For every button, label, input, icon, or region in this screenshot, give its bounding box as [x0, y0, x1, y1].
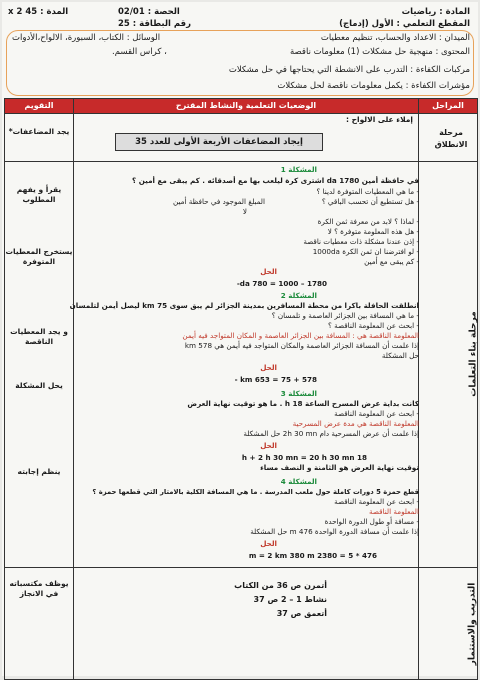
q7: - كم يبقى مع أمين — [364, 257, 419, 266]
q5: - إذن عندنا مشكلة ذات معطيات ناقصة — [303, 237, 419, 246]
q6: - لو افترضنا ان ثمن الكرة 1000da — [312, 247, 419, 256]
q3: - لماذا ؟ لابد من معرفة ثمن الكرة — [317, 217, 419, 226]
practice-eval: يوظف مكتسباته في الانجاز — [9, 579, 69, 598]
solution-3-label: الحل — [260, 441, 277, 450]
problem-3-text: كانت بداية عرض المسرح الساعة 18 h . ما هو توقيت نهاية العرض — [187, 399, 419, 408]
problem-2-text: انطلقت الحافلة باكرا من محطة المسافرين بمدينة الجزائر لم يبق سوى 75 km ليصل أيمن لتلمسان — [69, 301, 419, 310]
launch-stage: مرحلة الانطلاق — [434, 128, 468, 149]
problem-1-text: في حافظة أمين 1780 da اشترى كرة ليلعب بها مع أصدقائه . كم يبقى مع أمين ؟ — [132, 176, 419, 185]
practice-line-3: أتعمق ص 37 — [276, 609, 327, 618]
column-divider — [418, 99, 419, 679]
problem-3-title: المشكلة 3 — [280, 389, 317, 398]
problem-4-assume: إذا علمت أن مسافة الدورة الواحدة 476 m حل المشكلة — [250, 527, 419, 536]
q1: - ما هي المعطيات المتوفرة لدينا ؟ — [316, 187, 419, 196]
eval-solve: يحل المشكلة — [15, 381, 63, 390]
solution-1-label: الحل — [260, 267, 277, 276]
duration: المدة : 45 x 2 — [8, 7, 69, 17]
problem-4-text: قطع حمزة 5 دورات كاملة حول ملعب المدرسة . ما هي المسافة الكلية بالامتار التي قطعها حمزة ؟ — [92, 488, 419, 496]
problem-2-missing: المعلومة الناقصة هي : المسافة بين الجزائر العاصمة و المكان المتواجد فيه أيمن — [182, 331, 419, 340]
practice-line-1: أتمرن ص 36 من الكتاب — [234, 581, 327, 590]
indicators: مؤشرات الكفاءة : يكمل معلومات ناقصة لحل مشكلات — [277, 81, 470, 91]
problem-1-title: المشكلة 1 — [280, 165, 317, 174]
problem-4-search: - ابحث عن المعلومة الناقصة — [334, 497, 419, 506]
row-divider — [5, 567, 477, 568]
dictation: إملاء على الالواح : — [346, 115, 413, 124]
lesson-header — [2, 2, 478, 95]
lesson-sheet — [2, 2, 478, 676]
subject: المادة : رياضيات — [401, 7, 470, 17]
solution-2-label: الحل — [260, 363, 277, 372]
eval-organize: ينظم إجابته — [17, 467, 61, 476]
eval-extract: يستخرج المعطيات المتوفرة — [5, 247, 73, 266]
practice-stage: التدريب والاستثمار — [467, 582, 478, 666]
problem-2-title: المشكلة 2 — [280, 291, 317, 300]
field: الميدان : الاعداد والحساب، تنظيم معطيات — [320, 33, 470, 43]
arrow-1: المبلغ الموجود في حافظة أمين — [173, 197, 265, 206]
build-stage: مرحلة بناء التعلمات — [468, 311, 479, 397]
q4: - هل هذه المعلومة متوفرة ؟ لا — [327, 227, 419, 236]
row-divider — [5, 113, 477, 114]
session: الحصة : 02/01 — [118, 7, 180, 17]
problem-3-search: - ابحث عن المعلومة الناقصة — [334, 409, 419, 418]
solution-1: 1780 – 1000 = 780 da- — [236, 279, 327, 288]
arrow-2: لا — [242, 207, 247, 216]
col-activity-header: الوضعيات التعلمية والنشاط المقترح — [74, 99, 418, 113]
solution-4-label: الحل — [260, 539, 277, 548]
problem-2-search: - ابحث عن المعلومة الناقصة ؟ — [328, 321, 419, 330]
solution-4: 476 * 5 = 2380 m = 2 km 380 m — [248, 551, 377, 560]
content: المحتوى : منهجية حل مشكلات (1) معلومات ناقصة — [290, 47, 470, 57]
col-eval-header: التقويم — [5, 99, 73, 113]
card-number: رقم البطاقة : 25 — [118, 19, 192, 29]
launch-task: إيجاد المضاعفات الأربعة الأولى للعدد 35 — [115, 133, 323, 151]
header-frame — [6, 30, 474, 96]
column-divider — [73, 99, 74, 679]
q2: - هل تستطيع أن تحسب الباقي ؟ — [321, 197, 419, 206]
eval-missing: و يجد المعطيات الناقصة — [10, 327, 68, 346]
notebook: ، كراس القسم. — [112, 47, 167, 57]
problem-4-missing: المعلومة الناقصة — [369, 507, 419, 516]
resources: الوسائل : الكتاب، السبورة، الالواح،الأدوات — [12, 33, 161, 43]
problem-2-solve: حل المشكلة — [381, 351, 419, 360]
problem-3-assume: إذا علمت أن عرض المسرحية دام 2h 30 mn حل المشكلة — [243, 429, 419, 438]
practice-line-2: نشاط 1 – 2 ص 37 — [253, 595, 327, 604]
problem-3-missing: المعلومة الناقصة هي مدة عرض المسرحية — [292, 419, 419, 428]
launch-eval: *يجد المضاعفات — [8, 127, 70, 136]
solution-2: 578 + 75 = 653 km - — [234, 375, 317, 384]
problem-2-assume: إذا علمت أن المسافة الجزائر العاصمة والمكان المتواجد فيه أيمن هي 578 km — [184, 341, 419, 350]
row-divider — [5, 161, 477, 162]
segment: المقطع التعلمي : الأول (إدماج) — [339, 19, 470, 29]
solution-3-text: توقيت نهاية العرض هو الثامنة و النصف مساء — [260, 463, 419, 472]
problem-4-measure: - مسافة أو طول الدورة الواحدة — [324, 517, 419, 526]
competency: مركبات الكفاءة : التدرب على الانشطة التي يحتاجها في حل مشكلات — [228, 65, 470, 75]
problem-4-title: المشكلة 4 — [280, 477, 317, 486]
eval-read: يقرأ و يفهم المطلوب — [16, 185, 62, 204]
col-stage-header: المراحل — [419, 99, 477, 113]
lesson-table — [4, 98, 478, 680]
problem-2-question: - ما هي المسافة بين الجزائر العاصمة و تلمسان ؟ — [271, 311, 419, 320]
solution-3: 18 h + 2 h 30 mn = 20 h 30 mn — [241, 453, 367, 462]
